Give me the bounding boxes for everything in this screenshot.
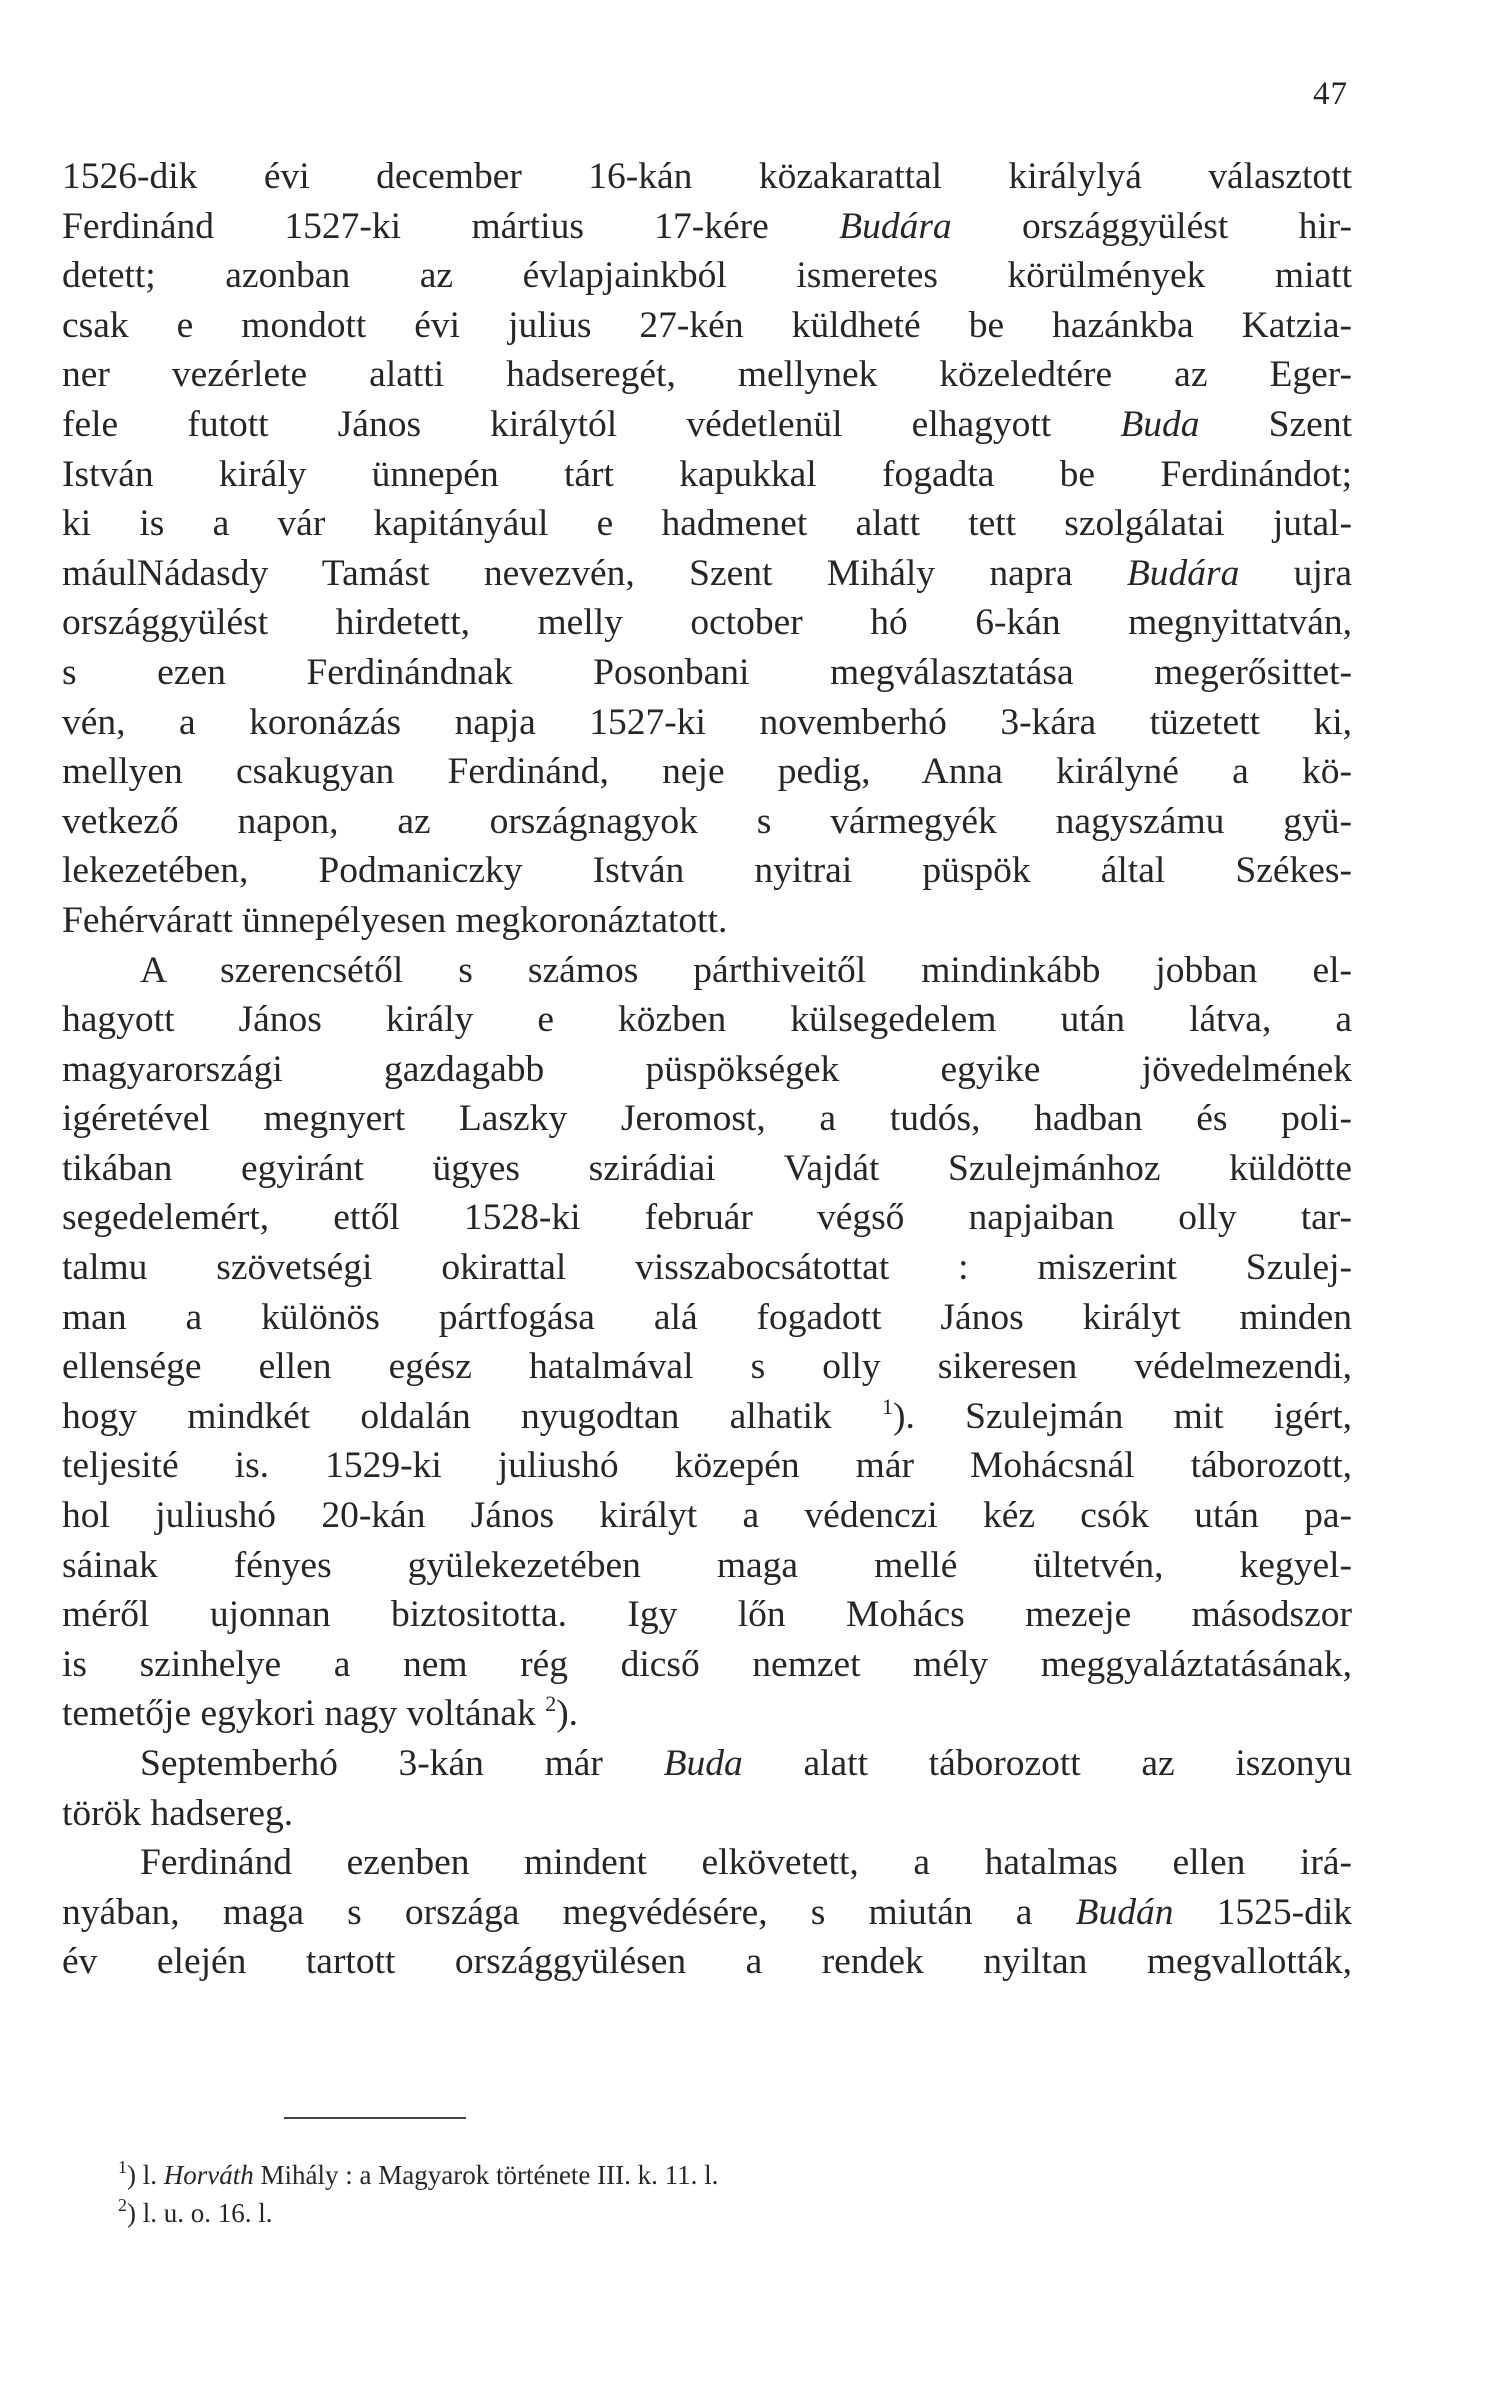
text-run: l. u. o. 16. l. bbox=[142, 2198, 273, 2228]
text-line bbox=[62, 1243, 1352, 1293]
text-run: alatt táborozott az iszonyu bbox=[742, 1743, 1353, 1784]
text-run: hagyott János király e közben külsegedelem után látva, a bbox=[62, 999, 1352, 1041]
footnote bbox=[118, 2194, 1218, 2232]
text-run: magyarországi gazdagabb püspökségek egyike jövedelmének bbox=[62, 1048, 1352, 1090]
text-run: fele futott János királytól védetlenül elhagyott bbox=[62, 403, 1121, 445]
text-line bbox=[62, 1789, 1352, 1839]
text-line bbox=[62, 549, 1352, 599]
text-run: török hadsereg. bbox=[62, 1792, 294, 1834]
text-run: méről ujonnan biztositotta. Igy lőn Mohács mezeje másodszor bbox=[62, 1594, 1352, 1636]
text-run: igéretével megnyert Laszky Jeromost, a tudós, hadban és poli- bbox=[62, 1098, 1352, 1140]
text-line bbox=[62, 1441, 1352, 1491]
text-run: temetője egykori nagy voltának bbox=[62, 1693, 546, 1735]
text-line bbox=[62, 1590, 1352, 1640]
text-run: lekezetében, Podmaniczky István nyitrai püspök által Székes- bbox=[62, 850, 1352, 892]
text-run: man a különös pártfogása alá fogadott János királyt minden bbox=[62, 1296, 1352, 1338]
text-run: országgyülést hir- bbox=[951, 205, 1352, 247]
text-line bbox=[62, 797, 1352, 847]
text-line bbox=[62, 1342, 1352, 1392]
text-line bbox=[62, 1144, 1352, 1194]
text-run: l. bbox=[142, 2160, 164, 2190]
body-text bbox=[62, 152, 1352, 1987]
text-run: Septemberhó 3-kán már bbox=[140, 1743, 664, 1784]
footnote-reference: 2 bbox=[545, 1691, 557, 1717]
italic-text: Budára bbox=[1126, 552, 1240, 594]
text-line bbox=[62, 1838, 1352, 1888]
footnote bbox=[118, 2156, 1218, 2194]
text-line bbox=[62, 946, 1352, 996]
text-line bbox=[62, 499, 1352, 549]
text-run: máulNádasdy Tamást nevezvén, Szent Mihály napra bbox=[62, 552, 1127, 594]
text-run: Ferdinánd ezenben mindent elkövetett, a hatalmas ellen irá- bbox=[140, 1842, 1352, 1884]
footnote-mark: 2 bbox=[118, 2195, 127, 2215]
text-line bbox=[62, 846, 1352, 896]
text-line bbox=[62, 1293, 1352, 1343]
text-line bbox=[62, 301, 1352, 351]
text-line bbox=[62, 698, 1352, 748]
text-run: ner vezérlete alatti hadseregét, mellynek közeledtére az Eger- bbox=[62, 354, 1352, 396]
text-run: országgyülést hirdetett, melly october hó 6-kán megnyittatván, bbox=[62, 602, 1352, 644]
text-run: A szerencsétől s számos párthiveitől mindinkább jobban el- bbox=[140, 949, 1352, 991]
italic-text: Horváth bbox=[163, 2160, 254, 2190]
text-line bbox=[62, 995, 1352, 1045]
text-run: is szinhelye a nem rég dicső nemzet mély meggyaláztatásának, bbox=[62, 1643, 1352, 1685]
text-run: s ezen Ferdinándnak Posonbani megválasztatása megerősittet- bbox=[62, 651, 1352, 693]
text-line bbox=[62, 896, 1352, 946]
italic-text: Buda bbox=[1120, 403, 1200, 445]
text-line bbox=[62, 400, 1352, 450]
text-run: ). Szulejmán mit igért, bbox=[892, 1395, 1352, 1437]
footnote-mark-paren: ) bbox=[127, 2198, 143, 2228]
text-run: mellyen csakugyan Ferdinánd, neje pedig, Anna királyné a kö- bbox=[62, 751, 1352, 793]
footnote-mark: 1 bbox=[118, 2157, 127, 2177]
text-line bbox=[62, 1689, 1352, 1739]
footnote-mark-paren: ) bbox=[127, 2160, 143, 2190]
text-line bbox=[62, 1937, 1352, 1987]
text-run: Fehérváratt ünnepélyesen megkoronáztatott. bbox=[62, 899, 728, 941]
text-line bbox=[62, 1392, 1352, 1442]
text-run: vetkező napon, az országnagyok s vármegyék nagyszámu gyü- bbox=[62, 800, 1352, 842]
text-run: vén, a koronázás napja 1527-ki novemberhó 3-kára tüzetett ki, bbox=[62, 701, 1352, 743]
text-run: 1526-dik évi december 16-kán közakarattal királylyá választott bbox=[62, 156, 1352, 197]
text-line bbox=[62, 1045, 1352, 1095]
text-line bbox=[62, 1888, 1352, 1938]
text-run: év elején tartott országgyülésen a rendek nyiltan megvallották, bbox=[62, 1941, 1352, 1983]
text-line bbox=[62, 251, 1352, 301]
text-line bbox=[62, 1640, 1352, 1690]
text-line bbox=[62, 1094, 1352, 1144]
text-line bbox=[62, 598, 1352, 648]
text-run: hol juliushó 20-kán János királyt a védenczi kéz csók után pa- bbox=[62, 1495, 1352, 1537]
page-number: 47 bbox=[1313, 76, 1348, 112]
text-run: ). bbox=[556, 1693, 579, 1735]
text-run: csak e mondott évi julius 27-kén küldheté be hazánkba Katzia- bbox=[62, 304, 1352, 346]
text-run: hogy mindkét oldalán nyugodtan alhatik bbox=[62, 1395, 882, 1437]
italic-text: Buda bbox=[663, 1743, 743, 1784]
text-line bbox=[62, 747, 1352, 797]
text-run: nyában, maga s országa megvédésére, s miután a bbox=[62, 1891, 1076, 1933]
text-run: tikában egyiránt ügyes szirádiai Vajdát Szulejmánhoz küldötte bbox=[62, 1147, 1352, 1189]
text-line bbox=[62, 1193, 1352, 1243]
text-line bbox=[62, 152, 1352, 202]
text-line bbox=[62, 350, 1352, 400]
footnotes bbox=[118, 2156, 1218, 2232]
text-run: István király ünnepén tárt kapukkal fogadta be Ferdinándot; bbox=[62, 453, 1352, 495]
text-run: detett; azonban az évlapjainkból ismeretes körülmények miatt bbox=[62, 255, 1352, 297]
text-run: Ferdinánd 1527-ki mártius 17-kére bbox=[62, 205, 840, 247]
text-run: segedelemért, ettől 1528-ki február végső napjaiban olly tar- bbox=[62, 1197, 1352, 1239]
text-run: ujra bbox=[1239, 552, 1352, 594]
italic-text: Budára bbox=[839, 205, 952, 247]
text-run: talmu szövetségi okirattal visszabocsátottat : miszerint Szulej- bbox=[62, 1247, 1352, 1289]
text-run: 1525-dik bbox=[1173, 1891, 1352, 1933]
footnote-reference: 1 bbox=[881, 1393, 893, 1419]
text-run: teljesité is. 1529-ki juliushó közepén már Mohácsnál táborozott, bbox=[62, 1445, 1352, 1487]
text-line bbox=[62, 1739, 1352, 1789]
text-run: ki is a vár kapitányául e hadmenet alatt tett szolgálatai jutal- bbox=[62, 503, 1352, 545]
text-line bbox=[62, 648, 1352, 698]
text-run: Mihály : a Magyarok története III. k. 11. l. bbox=[253, 2160, 719, 2190]
text-run: sáinak fényes gyülekezetében maga mellé ültetvén, kegyel- bbox=[62, 1544, 1352, 1586]
footnote-divider bbox=[284, 2117, 466, 2119]
text-line bbox=[62, 450, 1352, 500]
text-run: Szent bbox=[1199, 403, 1352, 445]
text-run: ellensége ellen egész hatalmával s olly sikeresen védelmezendi, bbox=[62, 1346, 1352, 1388]
text-line bbox=[62, 1541, 1352, 1591]
italic-text: Budán bbox=[1075, 1891, 1174, 1933]
text-line bbox=[62, 1491, 1352, 1541]
text-line bbox=[62, 202, 1352, 252]
